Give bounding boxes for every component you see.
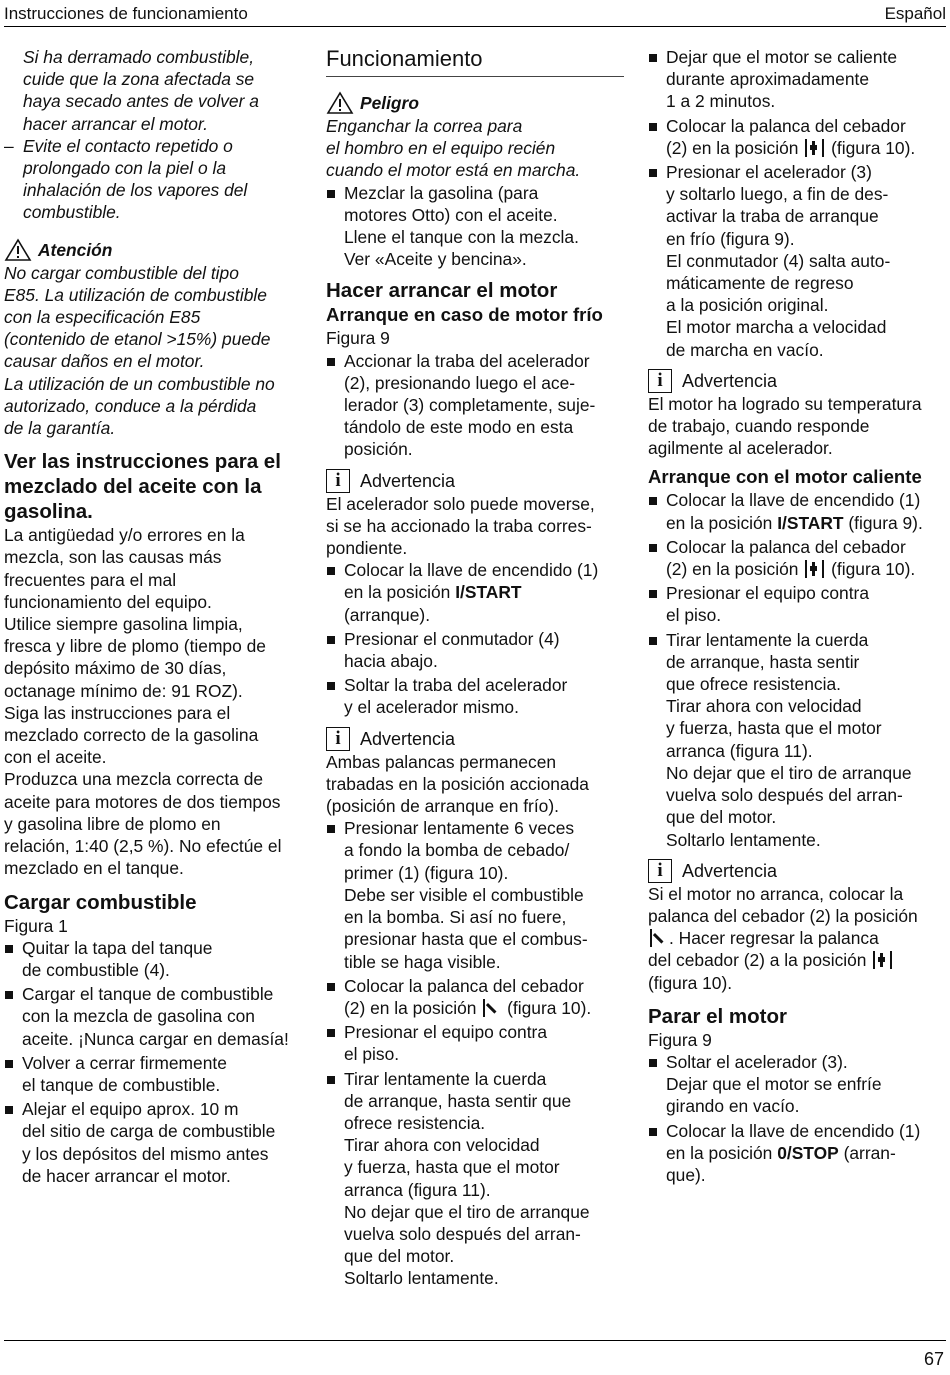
list-item: Colocar la llave de encendido (1) en la posición I/START (arranque). [326, 559, 624, 626]
warning-triangle-icon [326, 91, 354, 115]
list-item: Tirar lentamente la cuerda de arranque, hasta sentir que ofrece resistencia. Tirar ahora con velocidad y fuerza, hasta que el motor arranca (figura 11). No dejar que el tiro de arranque vuelva solo después del arran- que del motor. Soltarlo lentamente. [326, 1068, 624, 1290]
info-icon: i [326, 469, 350, 493]
fuel-heading: Cargar combustible [4, 890, 197, 914]
mix-text: La antigüedad y/o errores en la mezcla, son las causas más frecuentes para el mal funcionamiento del equipo. Utilice siempre gasolina limpia, fresca y libre de plomo (tiempo de depósito máximo de 30 días, octanage mínimo de: 91 ROZ). Siga las instrucciones para el mezclado correcto de la gasolina con el aceite. Produzca una mezcla correcta de aceite para motores de dos tiempos y gasolina libre de plomo en relación, 1:40 (2,5 %). No efectúe el mezclado en el tanque. [4, 525, 282, 879]
list-item: Colocar la palanca del cebador (2) en la posición (figura 10). [648, 115, 944, 159]
note-text: Ambas palancas permanecen trabadas en la posición accionada (posición de arranque en frío). [326, 751, 589, 817]
choke-open-icon [805, 560, 824, 578]
note-text: El acelerador solo puede moverse, si se ha accionado la traba corres- pondiente. [326, 493, 595, 559]
list-item: Presionar el conmutador (4) hacia abajo. [326, 628, 624, 672]
list-item: Quitar la tapa del tanque de combustible (4). [4, 937, 306, 981]
column-2 [326, 46, 624, 1292]
info-icon: i [648, 859, 672, 883]
vapor-note: – Evite el contacto repetido o prolongado con la piel o la inhalación de los vapores del combustible. [4, 135, 306, 224]
mix-step [326, 182, 624, 271]
attention-heading: Atención [4, 238, 306, 262]
list-item: Presionar el equipo contra el piso. [326, 1021, 624, 1065]
list-item: Alejar el equipo aprox. 10 m del sitio de carga de combustible y los depósitos del mismo antes de hacer arrancar el motor. [4, 1098, 306, 1187]
fuel-steps [4, 937, 306, 1187]
page-number: 67 [923, 1349, 944, 1369]
list-item: Colocar la llave de encendido (1) en la posición 0/STOP (arran- que). [648, 1120, 944, 1187]
header-language: Español [884, 4, 946, 23]
list-item: Tirar lentamente la cuerda de arranque, hasta sentir que ofrece resistencia. Tirar ahora con velocidad y fuerza, hasta que el motor arranca (figura 11). No dejar que el tiro de arranque vuelva solo después del arran- que del motor. Soltarlo lentamente. [648, 629, 944, 851]
stop-figure-ref: Figura 9 [648, 1029, 712, 1050]
warm-start-heading: Arranque con el motor caliente [648, 466, 922, 488]
note-heading: i Advertencia [648, 369, 944, 393]
attention-text: No cargar combustible del tipo E85. La utilización de combustible con la especificación E85 (contenido de etanol >15%) puede causar daños en el motor. La utilización de un combustible no autorizado, conduce a la pérdida de la garantía. [4, 262, 275, 439]
column-3 [648, 46, 944, 1188]
stop-steps [648, 1051, 944, 1186]
list-item: Colocar la palanca del cebador (2) en la posición (figura 10). [648, 536, 944, 580]
note-text: Si el motor no arranca, colocar la palanca del cebador (2) la posición . Hacer regresar la palanca del cebador (2) a la posición (figura 10). [648, 883, 918, 993]
cold-figure-ref: Figura 9 [326, 328, 390, 349]
choke-cold-icon [483, 999, 500, 1017]
list-item: Mezclar la gasolina (para motores Otto) con el aceite. Llene el tanque con la mezcla. Ver «Aceite y bencina». [326, 182, 624, 271]
list-item: Colocar la palanca del cebador (2) en la posición (figura 10). [326, 975, 624, 1019]
choke-open-icon [873, 951, 892, 969]
list-item: Dejar que el motor se caliente durante aproximadamente 1 a 2 minutos. [648, 46, 944, 113]
column-1 [4, 46, 306, 1189]
choke-open-icon [805, 139, 824, 157]
fuel-figure-ref: Figura 1 [4, 915, 68, 936]
cold-steps-c [326, 817, 624, 1289]
operation-heading: Funcionamiento [326, 46, 624, 77]
warmup-steps [648, 46, 944, 361]
note-heading: i Advertencia [326, 727, 624, 751]
list-item: Colocar la llave de encendido (1) en la posición I/START (figura 9). [648, 489, 944, 533]
cold-steps-a [326, 350, 624, 461]
cold-steps-b [326, 559, 624, 718]
note-heading: i Advertencia [326, 469, 624, 493]
cold-start-heading: Arranque en caso de motor frío [326, 304, 603, 326]
list-item: Presionar el acelerador (3) y soltarlo luego, a fin de des- activar la traba de arranque en frío (figura 9). El conmutador (4) salta auto- máticamente de regreso a la posición original. El motor marcha a velocidad de marcha en vacío. [648, 161, 944, 361]
list-item: Presionar lentamente 6 veces a fondo la bomba de cebado/ primer (1) (figura 10). Debe ser visible el combustible en la bomba. Si así no fuere, presionar hasta que el combus- tible se haga visible. [326, 817, 624, 972]
list-item: Presionar el equipo contra el piso. [648, 582, 944, 626]
list-item: Cargar el tanque de combustible con la mezcla de gasolina con aceite. ¡Nunca cargar en demasía! [4, 983, 306, 1050]
footer-divider [4, 1340, 946, 1341]
choke-cold-icon [650, 929, 667, 947]
start-heading: Hacer arrancar el motor [326, 279, 558, 303]
stop-heading: Parar el motor [648, 1004, 787, 1028]
note-text: El motor ha logrado su temperatura de trabajo, cuando responde agilmente al acelerador. [648, 393, 922, 459]
danger-heading: Peligro [326, 91, 624, 115]
warning-triangle-icon [4, 238, 32, 262]
mix-heading: Ver las instrucciones para el mezclado del aceite con la gasolina. [4, 450, 281, 524]
info-icon: i [326, 727, 350, 751]
warm-start-steps [648, 489, 944, 850]
page-header [4, 4, 946, 27]
list-item: Volver a cerrar firmemente el tanque de combustible. [4, 1052, 306, 1096]
danger-text: Enganchar la correa para el hombro en el equipo recién cuando el motor está en marcha. [326, 116, 581, 181]
list-item: Soltar el acelerador (3). Dejar que el motor se enfríe girando en vacío. [648, 1051, 944, 1118]
note-heading: i Advertencia [648, 859, 944, 883]
list-item: Soltar la traba del acelerador y el acelerador mismo. [326, 674, 624, 718]
info-icon: i [648, 369, 672, 393]
list-item: Accionar la traba del acelerador (2), presionando luego el ace- lerador (3) completamente, suje- tándolo de este modo en esta posición. [326, 350, 624, 461]
header-title: Instrucciones de funcionamiento [4, 4, 248, 23]
spill-note: Si ha derramado combustible, cuide que la zona afectada se haya secado antes de volver a hacer arrancar el motor. [23, 47, 259, 134]
